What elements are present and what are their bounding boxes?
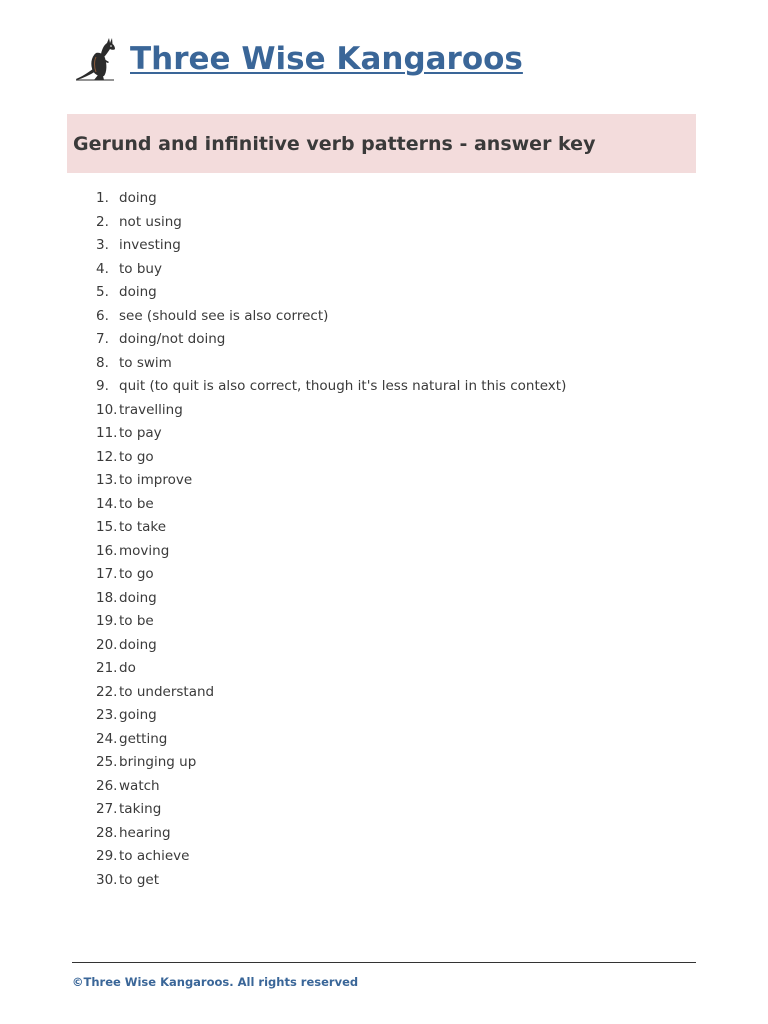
answer-number: 20.: [96, 636, 118, 653]
answer-item: [80, 657, 566, 681]
answer-item: [80, 281, 566, 305]
answer-item: [80, 399, 566, 423]
answer-item: [80, 211, 566, 235]
answer-number: 16.: [96, 542, 118, 559]
answer-item: [80, 258, 566, 282]
page-title: Gerund and infinitive verb patterns - answer key: [73, 132, 596, 155]
answer-text: doing: [119, 190, 157, 206]
answer-number: 14.: [96, 495, 118, 512]
answer-number: 9.: [96, 378, 109, 394]
answer-text: hearing: [119, 824, 171, 841]
answer-text: doing/not doing: [119, 331, 226, 347]
answer-item: [80, 305, 566, 329]
answer-text: to go: [119, 566, 154, 582]
answer-number: 25.: [96, 754, 118, 770]
answer-number: 21.: [96, 660, 118, 676]
answer-item: [80, 493, 566, 517]
answer-item: [80, 822, 566, 846]
answer-number: 15.: [96, 519, 118, 535]
answer-number: 27.: [96, 801, 118, 817]
answer-item: [80, 634, 566, 658]
answer-text: bringing up: [119, 754, 197, 770]
answer-text: see (should see is also correct): [119, 307, 329, 324]
answer-item: [80, 328, 566, 352]
answer-text: not using: [119, 213, 182, 230]
answer-text: to achieve: [119, 848, 190, 864]
answer-text: doing: [119, 589, 157, 606]
answer-number: 6.: [96, 307, 109, 324]
answer-text: to be: [119, 495, 154, 512]
answer-item: [80, 375, 566, 399]
answer-item: [80, 681, 566, 705]
answer-number: 7.: [96, 331, 109, 347]
answer-text: doing: [119, 284, 157, 300]
answer-text: taking: [119, 801, 162, 817]
answer-text: to get: [119, 871, 160, 888]
answer-item: [80, 234, 566, 258]
answer-number: 19.: [96, 613, 118, 629]
answer-number: 8.: [96, 354, 109, 371]
answer-text: watch: [119, 777, 160, 794]
kangaroo-icon: [74, 35, 118, 83]
answer-item: [80, 869, 566, 893]
footer-copyright: ©Three Wise Kangaroos. All rights reserved: [72, 975, 359, 989]
answer-text: doing: [119, 636, 157, 653]
answer-text: quit (to quit is also correct, though it's less natural in this context): [119, 378, 567, 394]
answer-number: 4.: [96, 260, 109, 277]
answer-number: 30.: [96, 871, 118, 888]
answer-text: to take: [119, 519, 167, 535]
answer-text: getting: [119, 730, 168, 747]
answer-number: 5.: [96, 284, 109, 300]
answer-number: 3.: [96, 237, 109, 253]
answer-item: [80, 704, 566, 728]
footer-divider: [72, 962, 696, 963]
answer-text: to buy: [119, 260, 162, 277]
answer-number: 24.: [96, 730, 118, 747]
answer-item: [80, 751, 566, 775]
title-banner: [67, 114, 696, 173]
answer-item: [80, 540, 566, 564]
answer-item: [80, 728, 566, 752]
answer-number: 17.: [96, 566, 118, 582]
answer-text: moving: [119, 542, 170, 559]
site-header: [74, 34, 523, 84]
answer-number: 2.: [96, 213, 109, 230]
answer-number: 22.: [96, 683, 118, 700]
answer-item: [80, 610, 566, 634]
answer-number: 1.: [96, 190, 109, 206]
answer-item: [80, 845, 566, 869]
answer-item: [80, 798, 566, 822]
answer-number: 18.: [96, 589, 118, 606]
answer-number: 28.: [96, 824, 118, 841]
answer-text: to swim: [119, 354, 172, 371]
answer-item: [80, 563, 566, 587]
answer-number: 10.: [96, 401, 118, 418]
answer-text: to pay: [119, 425, 162, 441]
answer-text: to be: [119, 613, 154, 629]
answer-text: to go: [119, 448, 154, 465]
answer-number: 12.: [96, 448, 118, 465]
answer-item: [80, 469, 566, 493]
answer-text: going: [119, 707, 157, 723]
answer-item: [80, 587, 566, 611]
answer-text: travelling: [119, 401, 183, 418]
answer-item: [80, 352, 566, 376]
answer-item: [80, 187, 566, 211]
answer-item: [80, 446, 566, 470]
answer-number: 13.: [96, 472, 118, 488]
answer-list: [80, 187, 566, 892]
answer-number: 29.: [96, 848, 118, 864]
answer-number: 26.: [96, 777, 118, 794]
answer-text: investing: [119, 237, 181, 253]
answer-text: to improve: [119, 472, 193, 488]
answer-text: to understand: [119, 683, 215, 700]
answer-item: [80, 422, 566, 446]
answer-item: [80, 775, 566, 799]
brand-link[interactable]: Three Wise Kangaroos: [130, 40, 523, 77]
answer-number: 11.: [96, 425, 118, 441]
answer-number: 23.: [96, 707, 118, 723]
answer-item: [80, 516, 566, 540]
answer-text: do: [119, 660, 136, 676]
